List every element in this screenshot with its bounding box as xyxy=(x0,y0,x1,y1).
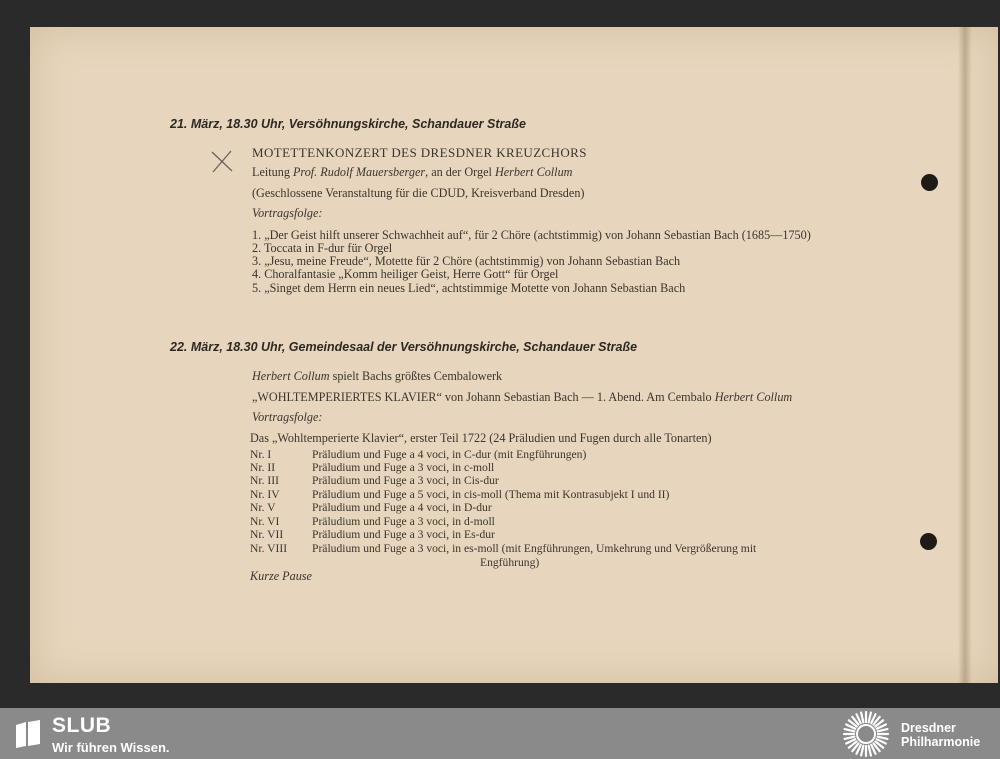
row-number: Nr. III xyxy=(250,474,279,487)
row-number: Nr. VII xyxy=(250,528,284,541)
footer-bar xyxy=(0,708,1000,759)
sunburst-ray xyxy=(878,729,888,731)
row-text: Präludium und Fuge a 3 voci, in es-moll (mit Engführungen, Umkehrung und Vergrößerung mit xyxy=(312,542,757,555)
harpsichordist-name: Herbert Collum xyxy=(714,390,793,404)
organist-name: Herbert Collum xyxy=(494,165,573,179)
sunburst-ray xyxy=(861,713,863,723)
event1-item: 1. „Der Geist hilft unserer Schwachheit auf“, für 2 Chöre (achtstimmig) von Johann Sebastian Bach (1685—1750) xyxy=(252,228,811,242)
event1-item: 5. „Singet dem Herrn ein neues Lied“, achtstimmige Motette von Johann Sebastian Bach xyxy=(252,281,686,295)
row-text: Präludium und Fuge a 3 voci, in Es-dur xyxy=(312,528,495,541)
slub-tagline: Wir führen Wissen. xyxy=(52,740,170,755)
sunburst-ray xyxy=(869,713,871,723)
philharmonie-name[interactable] xyxy=(901,721,980,749)
phil-line2: Philharmonie xyxy=(901,735,981,749)
leitung-label: Leitung xyxy=(252,165,293,179)
pause-label: Kurze Pause xyxy=(250,569,312,583)
sunburst-icon[interactable] xyxy=(841,710,891,758)
sunburst-ray xyxy=(869,746,871,756)
event1-programm-label: Vortragsfolge: xyxy=(252,206,323,220)
phil-line1: Dresdner xyxy=(901,721,956,735)
sunburst-ray xyxy=(861,746,863,756)
event2-line2 xyxy=(252,390,792,405)
event1-leitung xyxy=(252,165,572,180)
row-number: Nr. VI xyxy=(250,515,280,528)
row-text: Präludium und Fuge a 3 voci, in Cis-dur xyxy=(312,474,499,487)
event1-item: 4. Choralfantasie „Komm heiliger Geist, Herre Gott“ für Orgel xyxy=(252,267,559,281)
event1-title: MOTETTENKONZERT DES DRESDNER KREUZCHORS xyxy=(252,145,587,160)
row-text: Präludium und Fuge a 4 voci, in D-dur xyxy=(312,501,492,514)
punch-hole xyxy=(920,533,937,550)
row-number: Nr. V xyxy=(250,501,276,514)
handwritten-x-mark xyxy=(209,148,235,174)
event2-line1 xyxy=(252,369,502,384)
sunburst-ray xyxy=(878,737,888,739)
event1-heading: 21. März, 18.30 Uhr, Versöhnungskirche, Schandauer Straße xyxy=(170,117,526,131)
event2-heading: 22. März, 18.30 Uhr, Gemeindesaal der Versöhnungskirche, Schandauer Straße xyxy=(170,340,638,354)
row-text: Präludium und Fuge a 3 voci, in d-moll xyxy=(312,515,495,528)
conductor-name: Prof. Rudolf Mauersberger xyxy=(292,165,426,179)
event1-item: 2. Toccata in F-dur für Orgel xyxy=(252,241,393,255)
line1-text: spielt Bachs größtes Cembalowerk xyxy=(329,369,503,383)
event2-programm-label: Vortragsfolge: xyxy=(252,410,323,424)
book-icon[interactable] xyxy=(14,719,42,749)
event1-item: 3. „Jesu, meine Freude“, Motette für 2 Chöre (achtstimmig) von Johann Sebastian Bach xyxy=(252,254,681,268)
row-continuation: Engführung) xyxy=(480,556,540,569)
row-number: Nr. VIII xyxy=(250,542,288,555)
slub-name[interactable]: SLUB xyxy=(52,714,112,737)
row-text: Präludium und Fuge a 3 voci, in c-moll xyxy=(312,461,495,474)
row-number: Nr. II xyxy=(250,461,276,474)
row-text: Präludium und Fuge a 4 voci, in C-dur (mit Engführungen) xyxy=(312,448,587,461)
row-text: Präludium und Fuge a 5 voci, in cis-moll (Thema mit Kontrasubjekt I und II) xyxy=(312,488,670,501)
sunburst-ray xyxy=(845,737,855,739)
row-number: Nr. IV xyxy=(250,488,280,501)
organ-label: , an der Orgel xyxy=(425,165,495,179)
punch-hole xyxy=(921,174,938,191)
row-number: Nr. I xyxy=(250,448,272,461)
performer-name: Herbert Collum xyxy=(252,369,330,383)
sunburst-ray xyxy=(845,729,855,731)
work-title: „WOHLTEMPERIERTES KLAVIER“ von Johann Sebastian Bach — 1. Abend. Am Cembalo xyxy=(252,390,715,404)
page-fold xyxy=(958,27,972,683)
event1-note: (Geschlossene Veranstaltung für die CDUD, Kreisverband Dresden) xyxy=(252,186,585,200)
event2-intro: Das „Wohltemperierte Klavier“, erster Teil 1722 (24 Präludien und Fugen durch alle Tonarten) xyxy=(250,431,712,445)
